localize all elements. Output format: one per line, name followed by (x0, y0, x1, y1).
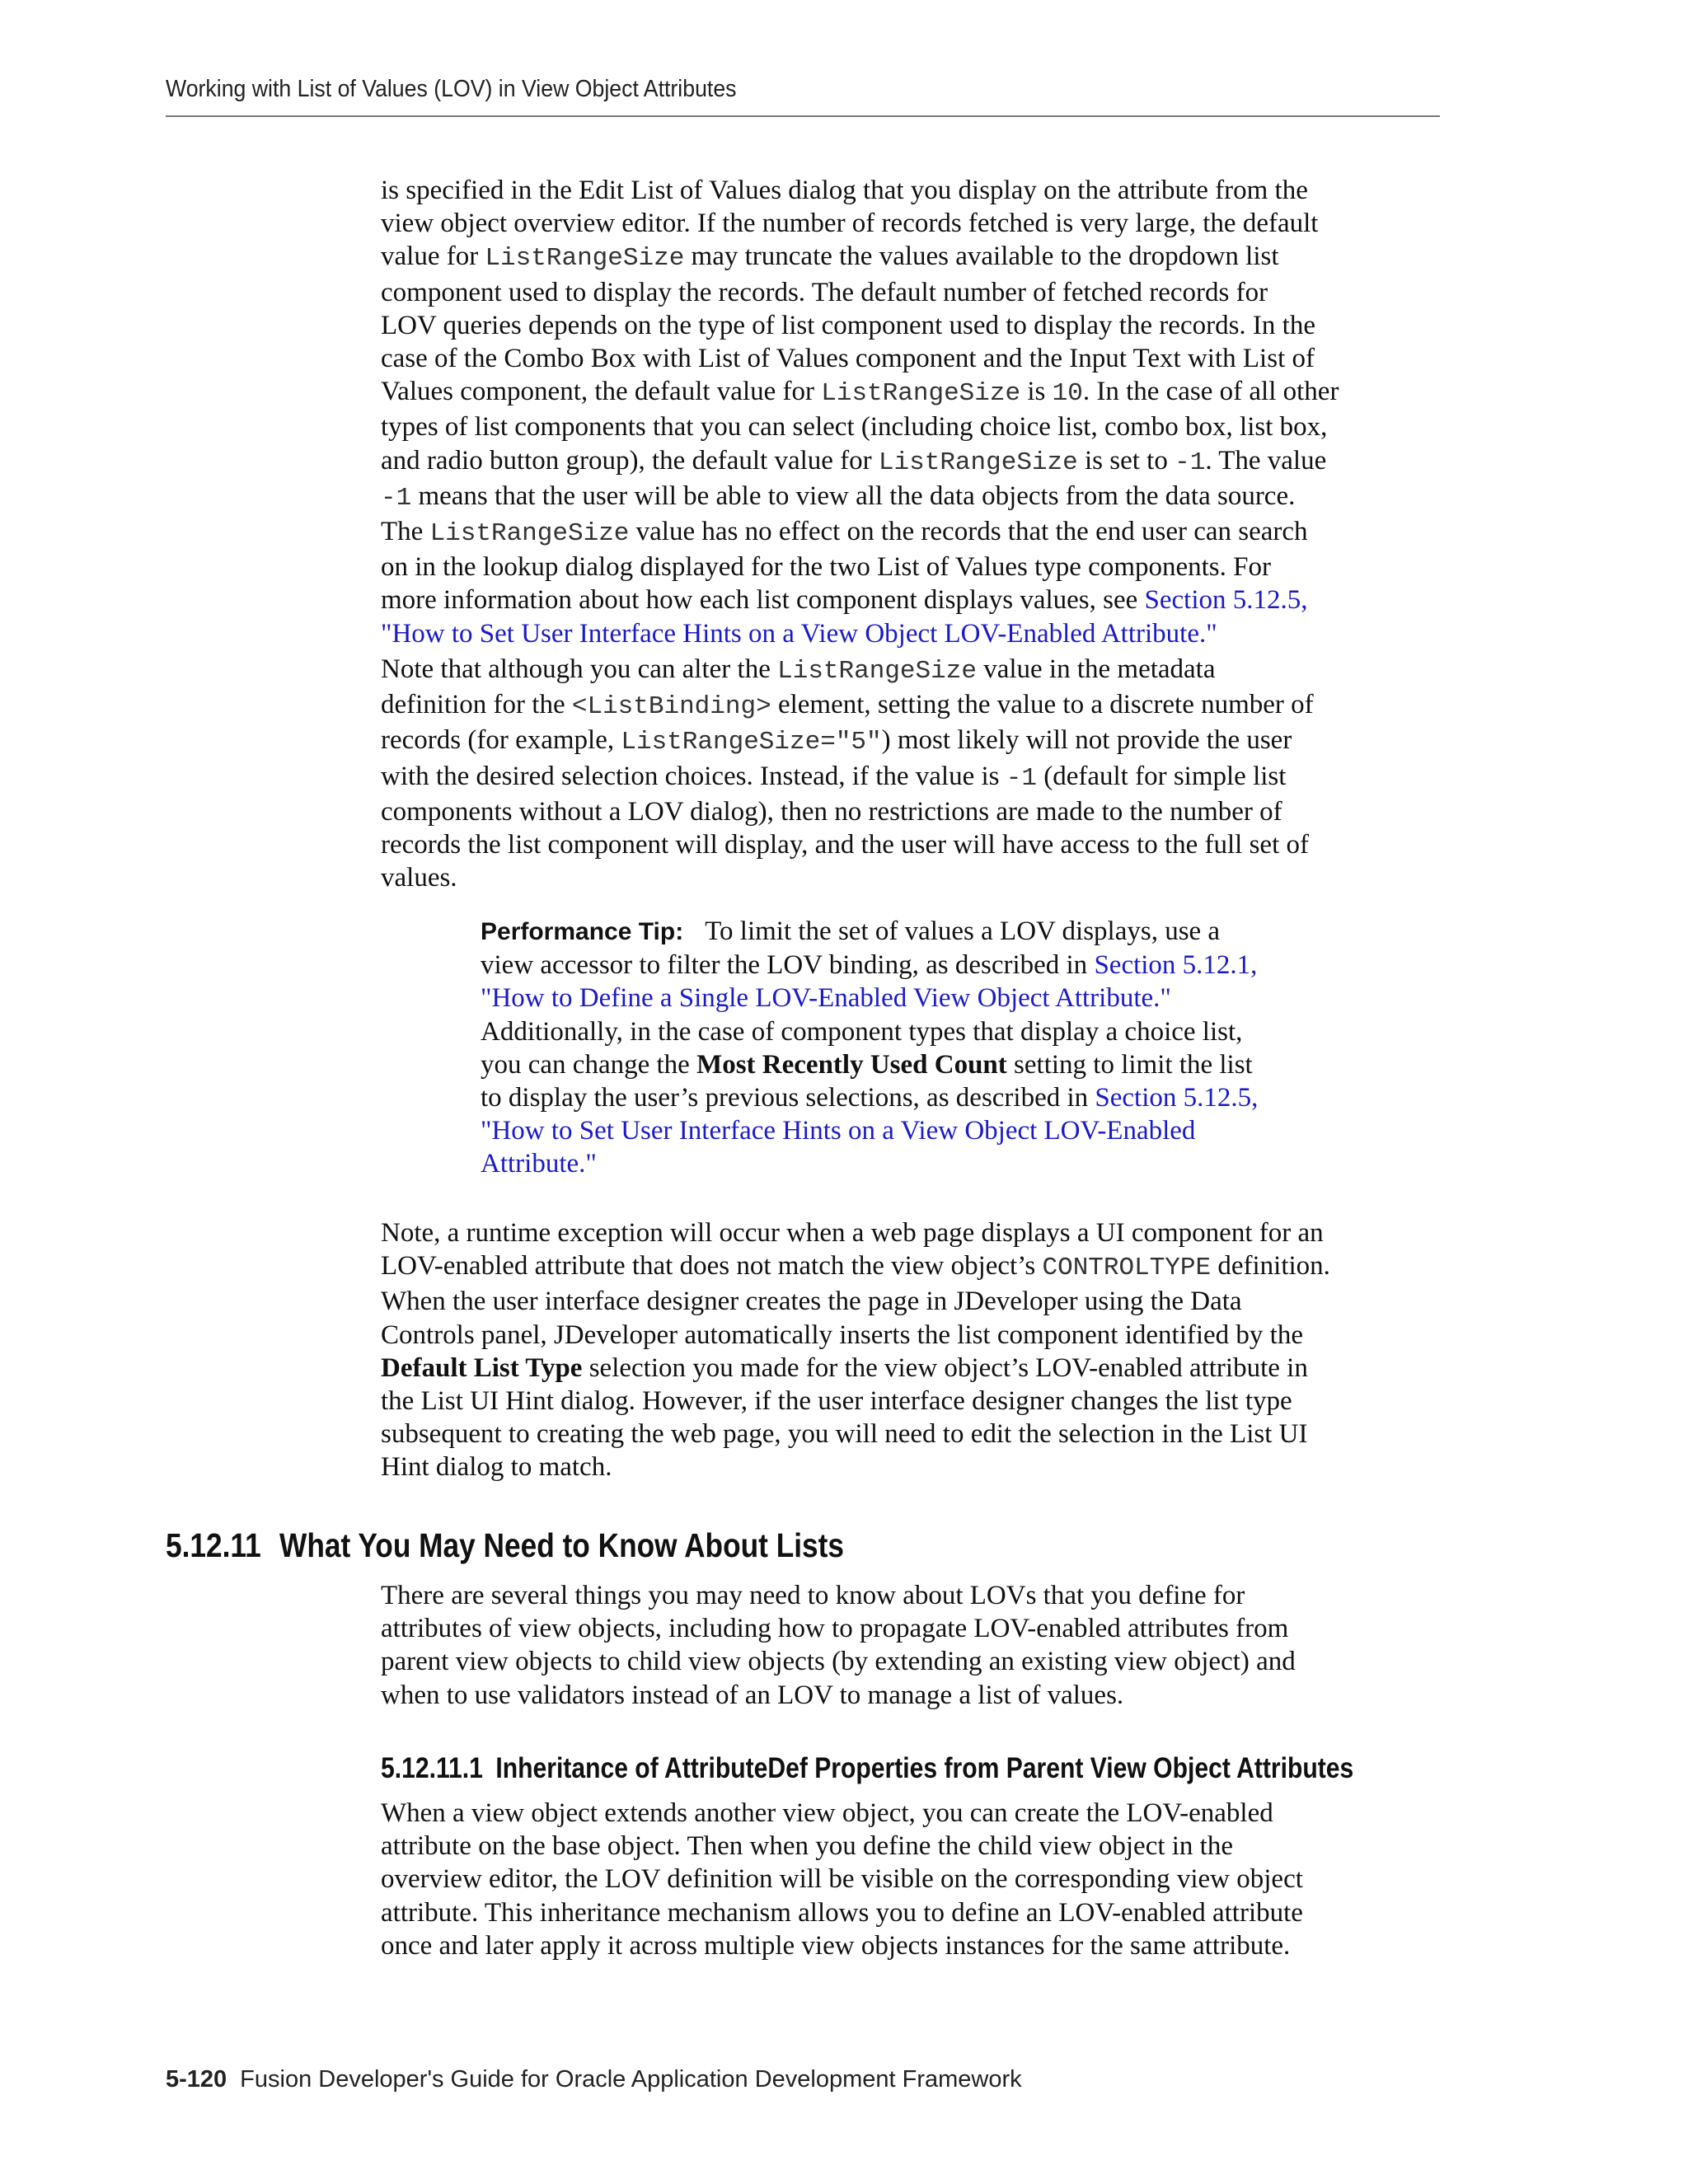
subsection-title: Inheritance of AttributeDef Properties from Parent View Object Attributes (495, 1752, 1354, 1784)
paragraph-alter-list-range-size (381, 653, 1444, 894)
text-line: parent view objects to child view objects (by extending an existing view object) and (381, 1647, 1296, 1677)
text-line: Note, a runtime exception will occur when a web page displays a UI component for an (381, 1218, 1324, 1248)
subsection-number: 5.12.11.1 (381, 1752, 483, 1784)
text-line: the List UI Hint dialog. However, if the user interface designer changes the list type (381, 1386, 1292, 1417)
link-section-5-12-5-title[interactable]: "How to Set User Interface Hints on a View Object LOV-Enabled (481, 1116, 1196, 1146)
text-line: Additionally, in the case of component types that display a choice list, (481, 1016, 1243, 1047)
text-line: Default List Type selection you made for the view object’s LOV-enabled attribute in (381, 1352, 1308, 1383)
text-line: to display the user’s previous selections, as described in Section 5.12.5, (481, 1083, 1259, 1113)
text-line: components without a LOV dialog), then no restrictions are made to the number of (381, 796, 1282, 827)
text-line: -1 means that the user will be able to view all the data objects from the data source. (381, 480, 1296, 513)
text-line: Note that although you can alter the ListRangeSize value in the metadata (381, 654, 1216, 686)
code-list-range-size: ListRangeSize (485, 244, 685, 274)
running-header: Working with List of Values (LOV) in View Object Attributes (166, 76, 737, 102)
code-list-range-size: ListRangeSize (777, 657, 977, 686)
text-line: Values component, the default value for ListRangeSize is 10. In the case of all other (381, 377, 1339, 409)
link-section-5-12-5-title[interactable]: "How to Set User Interface Hints on a View Object LOV-Enabled Attribute." (381, 618, 1217, 649)
text-line: Controls panel, JDeveloper automatically inserts the list component identified by the (381, 1319, 1303, 1350)
text-line: LOV queries depends on the type of list component used to display the records. In the (381, 310, 1315, 340)
text-line: attribute. This inheritance mechanism allows you to define an LOV-enabled attribute (381, 1897, 1303, 1928)
text-line: case of the Combo Box with List of Values component and the Input Text with List of (381, 344, 1315, 374)
text-line: types of list components that you can select (including choice list, combo box, list box, (381, 412, 1328, 443)
text-line: subsequent to creating the web page, you will need to edit the selection in the List UI (381, 1419, 1308, 1450)
text-line: When the user interface designer creates the page in JDeveloper using the Data (381, 1286, 1242, 1317)
text-line: is specified in the Edit List of Values dialog that you display on the attribute from the (381, 176, 1308, 205)
text-line: overview editor, the LOV definition will be visible on the corresponding view object (381, 1864, 1303, 1895)
book-title: Fusion Developer's Guide for Oracle Application Development Framework (240, 2066, 1022, 2093)
link-section-5-12-1-title[interactable]: "How to Define a Single LOV-Enabled View Object Attribute." (481, 983, 1171, 1014)
link-section-5-12-1[interactable]: Section 5.12.1, (1094, 950, 1258, 981)
text-line: There are several things you may need to know about LOVs that you define for (381, 1581, 1245, 1610)
text-line: on in the lookup dialog displayed for the two List of Values type components. For (381, 552, 1271, 583)
link-section-5-12-5[interactable]: Section 5.12.5, (1144, 585, 1308, 616)
text-line: values. (381, 863, 457, 893)
paragraph-runtime-exception (381, 1216, 1444, 1484)
link-section-5-12-5[interactable]: Section 5.12.5, (1095, 1083, 1259, 1113)
code-value-minus-1: -1 (381, 483, 412, 513)
text-line: view accessor to filter the LOV binding, as described in Section 5.12.1, (481, 950, 1258, 981)
code-list-range-size: ListRangeSize (821, 379, 1021, 409)
paragraph-list-range-size (381, 174, 1444, 650)
text-line: more information about how each list component displays values, see Section 5.12.5, (381, 585, 1308, 616)
code-list-binding: <ListBinding> (571, 692, 771, 722)
code-list-range-size-5: ListRangeSize="5" (621, 728, 882, 757)
text-line: attribute on the base object. Then when you define the child view object in the (381, 1831, 1233, 1862)
page-number: 5-120 (166, 2066, 227, 2093)
section-title: What You May Need to Know About Lists (279, 1526, 845, 1564)
text-line: with the desired selection choices. Instead, if the value is -1 (default for simple list (381, 761, 1287, 793)
text-line: Performance Tip: To limit the set of values a LOV displays, use a (481, 916, 1221, 946)
note-label: Performance Tip: (481, 918, 684, 945)
text-line: once and later apply it across multiple view objects instances for the same attribute. (381, 1930, 1291, 1961)
code-value-10: 10 (1052, 379, 1083, 409)
code-list-range-size: ListRangeSize (429, 519, 630, 549)
header-rule (166, 115, 1440, 117)
text-line: records the list component will display, and the user will have access to the full set of (381, 830, 1309, 860)
subsection-heading (381, 1752, 1353, 1785)
performance-tip-note (481, 915, 1395, 1181)
code-list-range-size: ListRangeSize (878, 448, 1078, 477)
page-footer (166, 2066, 1022, 2093)
paragraph-lists-intro (381, 1579, 1444, 1712)
code-value-minus-1: -1 (1006, 763, 1037, 793)
text-line: when to use validators instead of an LOV to manage a list of values. (381, 1680, 1124, 1710)
text-line: attributes of view objects, including how to propagate LOV-enabled attributes from (381, 1614, 1289, 1644)
link-section-5-12-5-title-end[interactable]: Attribute." (481, 1149, 597, 1179)
text-line: Hint dialog to match. (381, 1452, 612, 1483)
section-heading (166, 1526, 844, 1565)
section-number: 5.12.11 (166, 1526, 261, 1564)
text-line: definition for the <ListBinding> element, setting the value to a discrete number of (381, 690, 1314, 722)
text-line: The ListRangeSize value has no effect on the records that the end user can search (381, 517, 1308, 549)
code-controltype: CONTROLTYPE (1042, 1254, 1212, 1283)
text-line: value for ListRangeSize may truncate the values available to the dropdown list (381, 241, 1279, 274)
code-value-minus-1: -1 (1175, 448, 1206, 477)
text-line: view object overview editor. If the number of records fetched is very large, the default (381, 209, 1319, 239)
paragraph-inheritance (381, 1797, 1444, 1962)
text-line: LOV-enabled attribute that does not match the view object’s CONTROLTYPE definition. (381, 1251, 1330, 1283)
ui-term-default-list-type: Default List Type (381, 1352, 583, 1383)
text-line: When a view object extends another view object, you can create the LOV-enabled (381, 1798, 1273, 1828)
text-line: component used to display the records. The default number of fetched records for (381, 277, 1268, 307)
text-line: you can change the Most Recently Used Count setting to limit the list (481, 1049, 1253, 1080)
ui-term-most-recently-used-count: Most Recently Used Count (696, 1049, 1007, 1080)
text-line: records (for example, ListRangeSize="5") most likely will not provide the user (381, 725, 1292, 757)
text-line: and radio button group), the default value for ListRangeSize is set to -1. The value (381, 445, 1327, 477)
